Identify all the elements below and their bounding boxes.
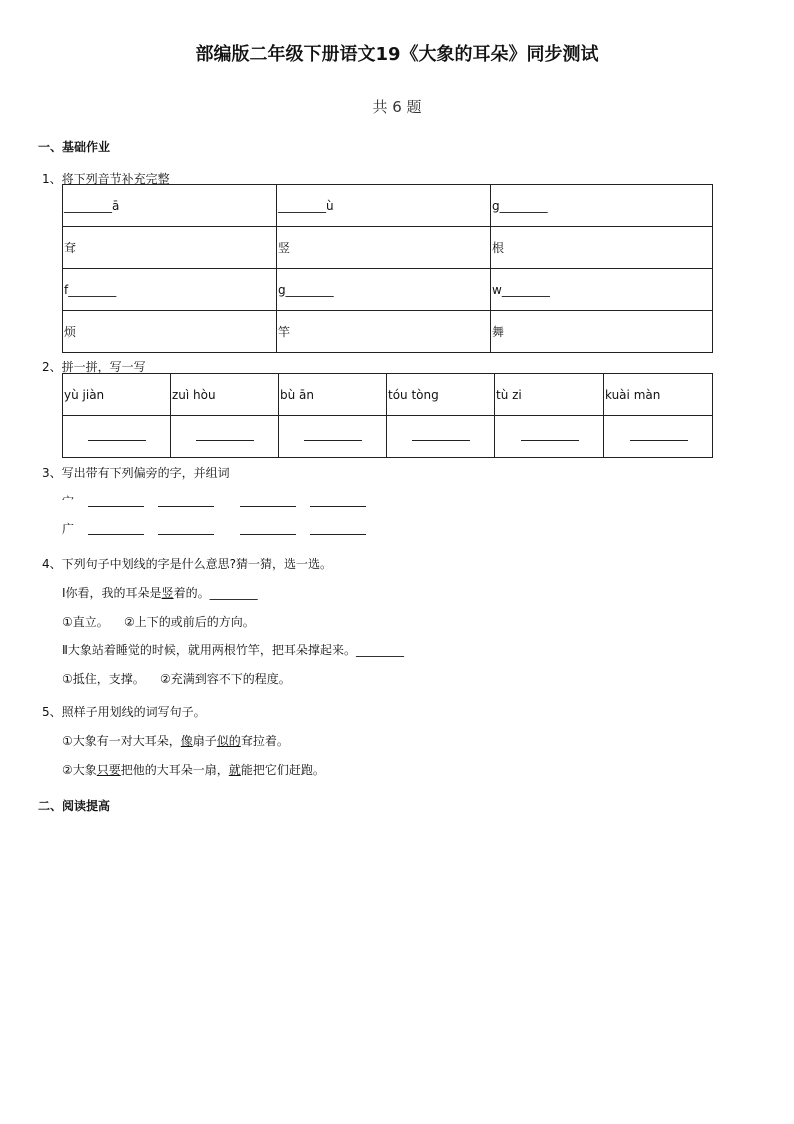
q5-s1-mid: 扇子 — [192, 734, 217, 748]
q5-s1-post: 耷拉着。 — [240, 734, 289, 748]
q4-sentence-1 — [62, 584, 258, 601]
q1-syllable-table — [62, 184, 713, 353]
q4-s2-pre: Ⅱ大象站着睡觉的时候，就用两根竹竿，把耳朵 — [62, 643, 308, 657]
q4-label: 4、下列句子中划线的字是什么意思?猜一猜，选一选。 — [42, 557, 333, 571]
q4-s1-underlined: 竖 — [161, 586, 174, 600]
q4-sentence-2 — [62, 641, 404, 658]
q5-s1-pre: ①大象有一对大耳朵， — [62, 734, 181, 748]
q3-blank[interactable] — [310, 506, 366, 507]
q2-label: 2、拼一拼，写一写 — [42, 360, 146, 374]
q4-s1-post[interactable]: 着的。________ — [173, 586, 258, 600]
q5-s1-underlined: 似的 — [216, 734, 241, 748]
q3-blank[interactable] — [158, 534, 214, 535]
q3-blank[interactable] — [240, 506, 296, 507]
q2-pinyin-cell: tóu tòng — [387, 374, 495, 416]
q3-blank[interactable] — [158, 506, 214, 507]
q4-s2-post[interactable]: 起来。________ — [319, 643, 404, 657]
q1-cell[interactable]: g________ — [491, 185, 713, 227]
q5-example-2 — [62, 761, 325, 778]
q4-options-1: ①直立。 ②上下的或前后的方向。 — [62, 615, 255, 629]
q4-options-2: ①抵住，支撑。 ②充满到容不下的程度。 — [62, 672, 291, 686]
q5-s2-post: 能把它们赶跑。 — [240, 763, 325, 777]
q1-cell[interactable]: ________ā — [63, 185, 277, 227]
q5-label: 5、照样子用划线的词写句子。 — [42, 705, 206, 719]
question-count: 共 6 题 — [372, 98, 422, 116]
q3-blank[interactable] — [240, 534, 296, 535]
q2-answer-cell[interactable] — [387, 416, 495, 458]
page-title: 部编版二年级下册语文19《大象的耳朵》同步测试 — [195, 44, 599, 65]
q1-cell: 竖 — [277, 227, 491, 269]
q2-answer-cell[interactable] — [63, 416, 171, 458]
q2-answer-cell[interactable] — [171, 416, 279, 458]
q2-pinyin-cell: zuì hòu — [171, 374, 279, 416]
q1-cell[interactable]: w________ — [491, 269, 713, 311]
q3-blank[interactable] — [310, 534, 366, 535]
q1-cell[interactable]: g________ — [277, 269, 491, 311]
q1-label: 1、将下列音节补充完整 — [42, 172, 170, 186]
q2-answer-cell[interactable] — [604, 416, 713, 458]
q5-s2-underlined: 就 — [228, 763, 241, 777]
q2-answer-cell[interactable] — [279, 416, 387, 458]
q3-radical: 宀 — [62, 494, 75, 508]
q5-s2-underlined: 只要 — [96, 763, 121, 777]
q1-cell[interactable]: f________ — [63, 269, 277, 311]
q2-pinyin-cell: kuài màn — [604, 374, 713, 416]
q4-s2-underlined: 撑 — [307, 643, 320, 657]
q1-cell: 根 — [491, 227, 713, 269]
q4-s1-pre: Ⅰ你看，我的耳朵是 — [62, 586, 162, 600]
q2-answer-cell[interactable] — [495, 416, 604, 458]
q2-pinyin-cell: tù zi — [495, 374, 604, 416]
q2-pinyin-table — [62, 373, 713, 458]
q3-blank[interactable] — [88, 534, 144, 535]
section-basic-heading: 一、基础作业 — [38, 140, 111, 154]
q1-cell: 烦 — [63, 311, 277, 353]
q1-cell[interactable]: ________ù — [277, 185, 491, 227]
q3-radical: 广 — [62, 522, 75, 536]
q3-label: 3、写出带有下列偏旁的字，并组词 — [42, 466, 230, 480]
q1-cell: 舞 — [491, 311, 713, 353]
q5-s2-mid: 把他的大耳朵一扇， — [120, 763, 229, 777]
section-reading-heading: 二、阅读提高 — [38, 799, 111, 813]
q2-pinyin-cell: yù jiàn — [63, 374, 171, 416]
q2-pinyin-cell: bù ān — [279, 374, 387, 416]
q1-cell: 竿 — [277, 311, 491, 353]
q5-s2-pre: ②大象 — [62, 763, 97, 777]
q3-blank[interactable] — [88, 506, 144, 507]
q5-example-1 — [62, 732, 289, 749]
q1-cell: 耷 — [63, 227, 277, 269]
q5-s1-underlined: 像 — [180, 734, 193, 748]
